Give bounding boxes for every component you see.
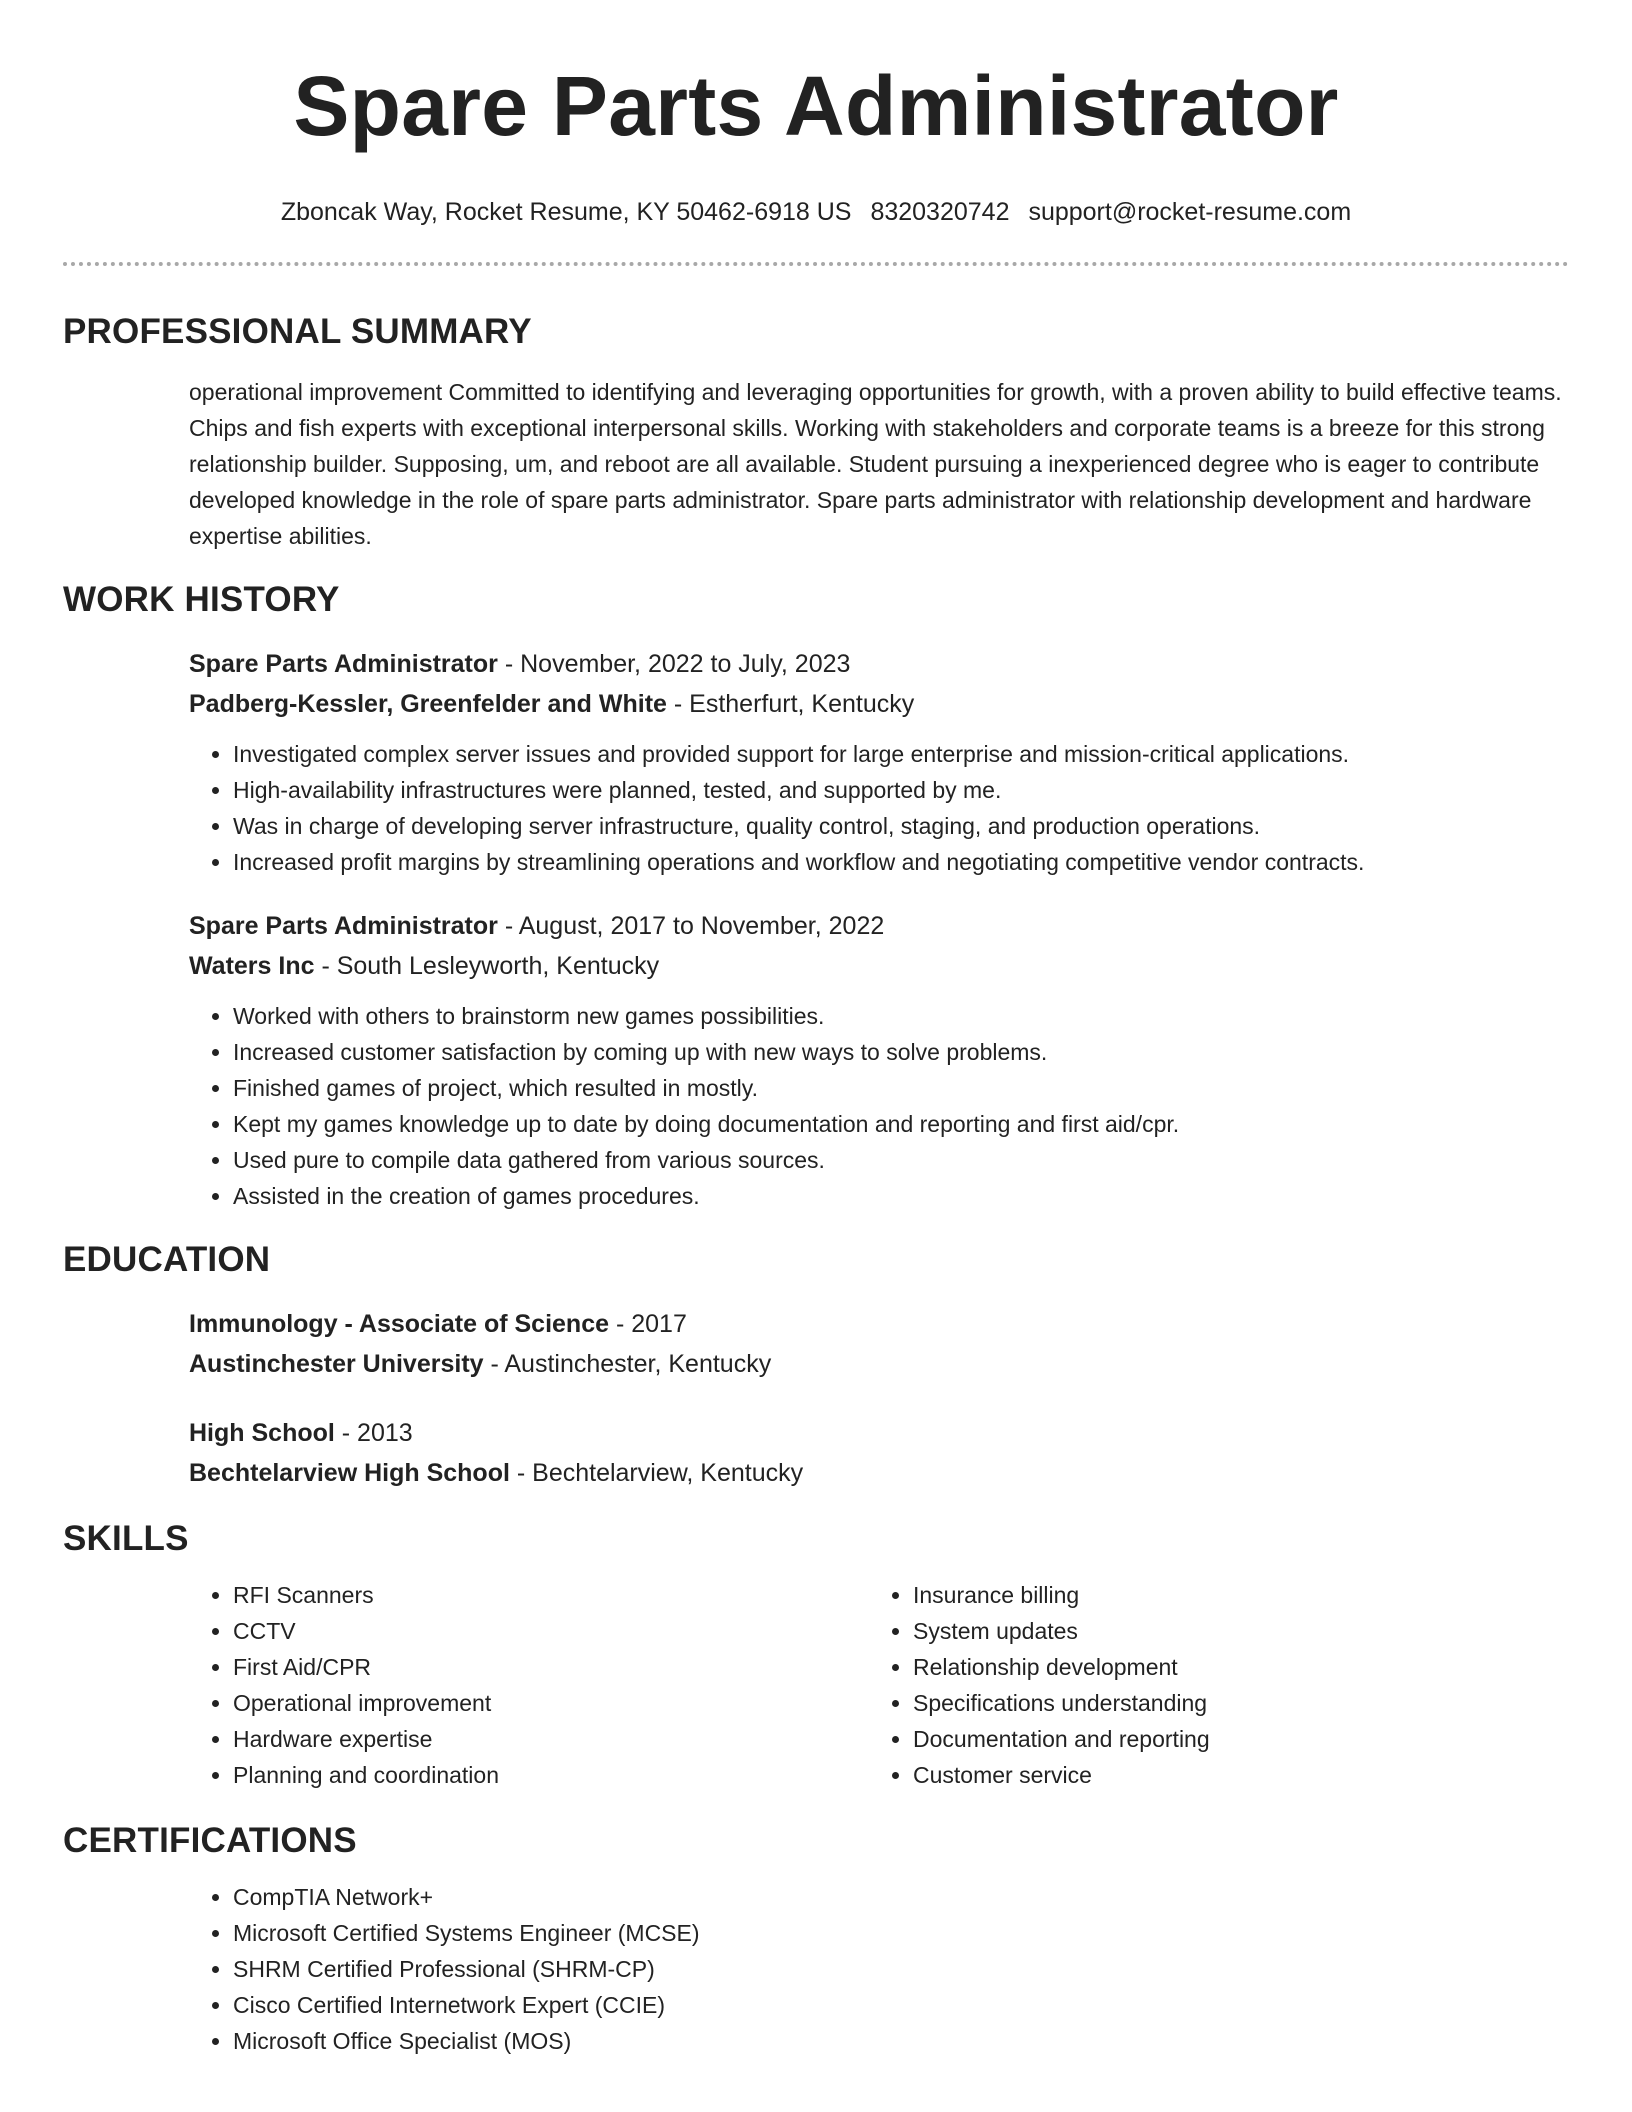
contact-address: Zboncak Way, Rocket Resume, KY 50462-6918 US [280, 198, 852, 226]
education-degree-line [189, 1413, 1569, 1453]
skill-item: • System updates [913, 1613, 1549, 1649]
job-location: - South Lesleyworth, Kentucky [314, 952, 660, 980]
skill-item: • Customer service [913, 1757, 1549, 1793]
certifications-body [189, 1879, 1569, 2059]
education-entry [189, 1304, 1569, 1384]
summary-text: operational improvement Committed to identifying and leveraging opportunities for growth, with a proven ability to build effective teams. Chips and fish experts with exceptional interpersonal skills. Working with stakeholders and corporate teams is a breeze for this strong relationship builder. Supposing, um, and reboot are all available. Student pursuing a inexperienced degree who is eager to contribute developed knowledge in the role of spare parts administrator. Spare parts administrator with relationship development and hardware expertise abilities. [189, 379, 1562, 549]
job-company-line [189, 684, 1569, 724]
education-location: - Bechtelarview, Kentucky [509, 1459, 804, 1487]
job-bullet: • Worked with others to brainstorm new games possibilities. [233, 998, 1569, 1034]
job-bullet: • Increased profit margins by streamlining operations and workflow and negotiating competitive vendor contracts. [233, 844, 1569, 880]
section-title-education: EDUCATION [63, 1240, 271, 1279]
education-entry [189, 1413, 1569, 1493]
job-bullet: • Investigated complex server issues and provided support for large enterprise and mission-critical applications. [233, 736, 1569, 772]
job-bullet: • Used pure to compile data gathered from various sources. [233, 1142, 1569, 1178]
job-bullet: • Kept my games knowledge up to date by doing documentation and reporting and first aid/cpr. [233, 1106, 1569, 1142]
certification-item: • SHRM Certified Professional (SHRM-CP) [233, 1951, 1569, 1987]
contact-line [63, 196, 1569, 228]
skill-item: • Planning and coordination [233, 1757, 869, 1793]
job-title-line [189, 644, 1569, 684]
education-degree-line [189, 1304, 1569, 1344]
job-bullet: • Was in charge of developing server infrastructure, quality control, staging, and production operations. [233, 808, 1569, 844]
certification-item: • Cisco Certified Internetwork Expert (CCIE) [233, 1987, 1569, 2023]
job-entry [189, 644, 1569, 880]
education-school-line [189, 1453, 1569, 1493]
job-bullets [189, 736, 1569, 880]
contact-phone: 8320320742 [870, 198, 1010, 226]
skill-item: • Insurance billing [913, 1577, 1549, 1613]
job-bullet: • Finished games of project, which resulted in mostly. [233, 1070, 1569, 1106]
job-bullet: • High-availability infrastructures were planned, tested, and supported by me. [233, 772, 1569, 808]
certification-item: • Microsoft Office Specialist (MOS) [233, 2023, 1569, 2059]
education-location: - Austinchester, Kentucky [483, 1350, 772, 1378]
job-bullet: • Assisted in the creation of games procedures. [233, 1178, 1569, 1214]
contact-email: support@rocket-resume.com [1028, 198, 1352, 226]
certification-list [189, 1879, 1569, 2059]
section-title-summary: PROFESSIONAL SUMMARY [63, 312, 532, 351]
resume-name: Spare Parts Administrator [293, 59, 1339, 153]
education-degree: High School [189, 1419, 335, 1447]
skill-item: • Hardware expertise [233, 1721, 869, 1757]
job-role: Spare Parts Administrator [189, 912, 498, 940]
skills-column-left [189, 1577, 869, 1793]
job-bullets [189, 998, 1569, 1214]
certification-item: • CompTIA Network+ [233, 1879, 1569, 1915]
education-year: - 2013 [334, 1419, 413, 1447]
skill-item: • Operational improvement [233, 1685, 869, 1721]
skill-item: • Documentation and reporting [913, 1721, 1549, 1757]
job-location: - Estherfurt, Kentucky [666, 690, 915, 718]
job-role: Spare Parts Administrator [189, 650, 498, 678]
section-title-skills: SKILLS [63, 1519, 189, 1558]
education-school: Bechtelarview High School [189, 1459, 510, 1487]
skills-grid [189, 1577, 1569, 1793]
job-entry [189, 906, 1569, 1214]
skills-column-right [869, 1577, 1549, 1793]
education-school: Austinchester University [189, 1350, 484, 1378]
certification-item: • Microsoft Certified Systems Engineer (MCSE) [233, 1915, 1569, 1951]
job-title-line [189, 906, 1569, 946]
section-title-certifications: CERTIFICATIONS [63, 1821, 357, 1860]
job-company: Padberg-Kessler, Greenfelder and White [189, 690, 667, 718]
job-company: Waters Inc [189, 952, 315, 980]
header-divider [63, 262, 1569, 266]
education-degree: Immunology - Associate of Science [189, 1310, 610, 1338]
job-dates: - November, 2022 to July, 2023 [497, 650, 851, 678]
job-bullet: • Increased customer satisfaction by coming up with new ways to solve problems. [233, 1034, 1569, 1070]
skill-item: • CCTV [233, 1613, 869, 1649]
education-school-line [189, 1344, 1569, 1384]
education-year: - 2017 [609, 1310, 687, 1338]
skill-item: • Relationship development [913, 1649, 1549, 1685]
section-title-work-history: WORK HISTORY [63, 580, 340, 619]
skill-item: • RFI Scanners [233, 1577, 869, 1613]
skill-item: • Specifications understanding [913, 1685, 1549, 1721]
job-company-line [189, 946, 1569, 986]
skill-item: • First Aid/CPR [233, 1649, 869, 1685]
job-dates: - August, 2017 to November, 2022 [497, 912, 885, 940]
